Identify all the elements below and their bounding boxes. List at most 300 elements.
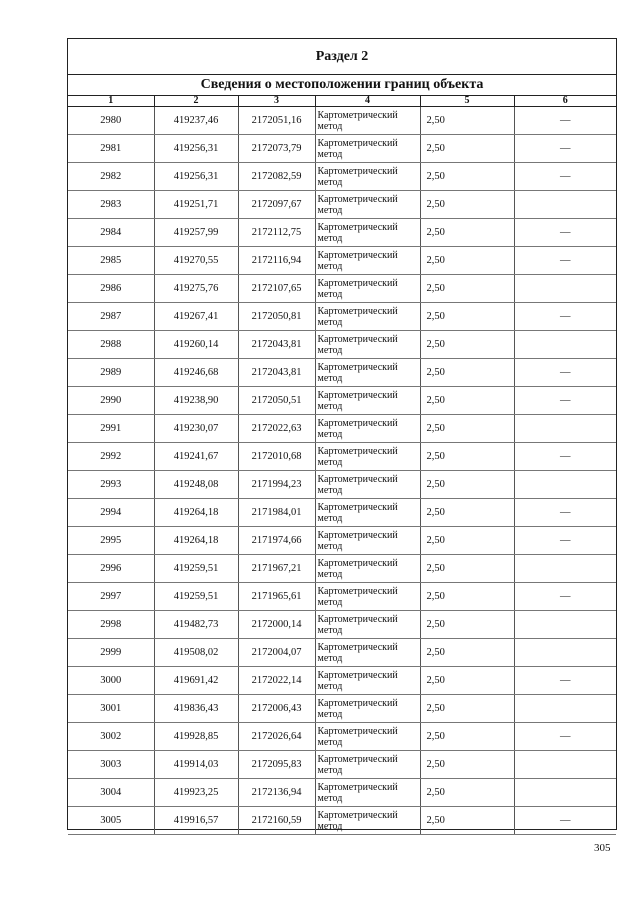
precision-cell [420,611,514,639]
point-number-cell-text: 3005 [100,815,122,826]
method-cell-text: Картометрический метод [317,557,398,580]
precision-cell-text: 2,50 [426,507,445,518]
method-cell [315,219,420,247]
method-cell-text: Картометрический метод [317,249,398,272]
point-number-cell-text: 2989 [100,367,122,378]
method-cell-text: Картометрический метод [317,501,398,524]
description-cell-text: — [560,731,571,742]
x-coordinate-cell [154,415,238,443]
x-coordinate-cell [154,443,238,471]
table-row [68,695,616,723]
y-coordinate-cell [238,359,315,387]
table-row [68,247,616,275]
description-cell [514,723,616,751]
y-coordinate-cell-text: 2172136,94 [251,787,302,798]
table-row [68,639,616,667]
point-number-cell-text: 2987 [100,311,122,322]
point-number-cell [68,359,154,387]
precision-cell-text: 2,50 [426,479,445,490]
description-cell [514,807,616,835]
precision-cell [420,779,514,807]
y-coordinate-cell [238,387,315,415]
point-number-cell [68,499,154,527]
description-cell-text: — [560,535,571,546]
x-coordinate-cell-text: 419836,43 [173,703,219,714]
y-coordinate-cell-text: 2171984,01 [251,507,302,518]
method-cell [315,331,420,359]
method-cell-text: Картометрический метод [317,305,398,328]
point-number-cell [68,107,154,135]
y-coordinate-cell [238,107,315,135]
point-number-cell [68,779,154,807]
description-cell [514,779,616,807]
y-coordinate-cell [238,751,315,779]
x-coordinate-cell-text: 419259,51 [173,563,219,574]
method-cell [315,247,420,275]
y-coordinate-cell [238,219,315,247]
precision-cell-text: 2,50 [426,675,445,686]
x-coordinate-cell [154,807,238,835]
point-number-cell [68,639,154,667]
y-coordinate-cell [238,331,315,359]
precision-cell [420,359,514,387]
table-row [68,583,616,611]
precision-cell [420,527,514,555]
method-cell [315,359,420,387]
x-coordinate-cell-text: 419260,14 [173,339,219,350]
point-number-cell-text: 2988 [100,339,122,350]
method-cell [315,443,420,471]
method-cell [315,191,420,219]
point-number-cell [68,695,154,723]
y-coordinate-cell-text: 2172107,65 [251,283,302,294]
x-coordinate-cell [154,387,238,415]
method-cell-text: Картометрический метод [317,389,398,412]
y-coordinate-cell-text: 2172022,63 [251,423,302,434]
precision-cell [420,191,514,219]
y-coordinate-cell-text: 2172043,81 [251,339,302,350]
table-row [68,667,616,695]
description-cell [514,499,616,527]
precision-cell-text: 2,50 [426,591,445,602]
x-coordinate-cell [154,611,238,639]
precision-cell-text: 2,50 [426,563,445,574]
x-coordinate-cell [154,331,238,359]
x-coordinate-cell [154,191,238,219]
point-number-cell [68,723,154,751]
description-cell [514,639,616,667]
method-cell [315,555,420,583]
method-cell-text: Картометрический метод [317,277,398,300]
y-coordinate-cell-text: 2172082,59 [251,171,302,182]
point-number-cell-text: 2991 [100,423,122,434]
precision-cell-text: 2,50 [426,815,445,826]
table-row [68,527,616,555]
x-coordinate-cell-text: 419508,02 [173,647,219,658]
table-row [68,191,616,219]
y-coordinate-cell [238,723,315,751]
point-number-cell-text: 2981 [100,143,122,154]
point-number-cell-text: 2997 [100,591,122,602]
method-cell [315,695,420,723]
description-cell [514,555,616,583]
precision-cell [420,275,514,303]
description-cell [514,415,616,443]
y-coordinate-cell-text: 2172073,79 [251,143,302,154]
x-coordinate-cell-text: 419246,68 [173,367,219,378]
method-cell-text: Картометрический метод [317,417,398,440]
precision-cell [420,107,514,135]
x-coordinate-cell-text: 419257,99 [173,227,219,238]
point-number-cell [68,219,154,247]
precision-cell [420,751,514,779]
y-coordinate-cell-text: 2172004,07 [251,647,302,658]
description-cell-text: — [560,451,571,462]
x-coordinate-cell-text: 419248,08 [173,479,219,490]
page-number: 305 [594,842,611,854]
y-coordinate-cell [238,247,315,275]
y-coordinate-cell [238,779,315,807]
precision-cell-text: 2,50 [426,731,445,742]
point-number-cell [68,667,154,695]
y-coordinate-cell-text: 2172097,67 [251,199,302,210]
point-number-cell-text: 2982 [100,171,122,182]
table-row [68,107,616,135]
description-cell [514,527,616,555]
y-coordinate-cell [238,527,315,555]
method-cell [315,639,420,667]
x-coordinate-cell-text: 419914,03 [173,759,219,770]
x-coordinate-cell [154,751,238,779]
description-cell [514,387,616,415]
x-coordinate-cell-text: 419237,46 [173,115,219,126]
point-number-cell-text: 2983 [100,199,122,210]
method-cell-text: Картометрический метод [317,137,398,160]
y-coordinate-cell [238,415,315,443]
description-cell-text: — [560,367,571,378]
point-number-cell [68,331,154,359]
x-coordinate-cell [154,107,238,135]
x-coordinate-cell [154,695,238,723]
y-coordinate-cell [238,807,315,835]
table-row [68,471,616,499]
y-coordinate-cell-text: 2172010,68 [251,451,302,462]
method-cell-text: Картометрический метод [317,109,398,132]
point-number-cell [68,807,154,835]
method-cell [315,667,420,695]
method-cell-text: Картометрический метод [317,529,398,552]
method-cell [315,751,420,779]
x-coordinate-cell-text: 419928,85 [173,731,219,742]
precision-cell-text: 2,50 [426,143,445,154]
y-coordinate-cell [238,583,315,611]
point-number-cell-text: 3004 [100,787,122,798]
y-coordinate-cell [238,135,315,163]
point-number-cell [68,135,154,163]
point-number-cell-text: 3002 [100,731,122,742]
precision-cell-text: 2,50 [426,759,445,770]
description-cell [514,275,616,303]
method-cell [315,275,420,303]
method-cell-text: Картометрический метод [317,697,398,720]
precision-cell [420,331,514,359]
precision-cell-text: 2,50 [426,367,445,378]
table-row [68,499,616,527]
column-header-4: 4 [315,96,420,107]
method-cell-text: Картометрический метод [317,165,398,188]
description-cell-text: — [560,815,571,826]
point-number-cell [68,527,154,555]
point-number-cell [68,275,154,303]
y-coordinate-cell-text: 2172006,43 [251,703,302,714]
column-header-3: 3 [238,96,315,107]
y-coordinate-cell-text: 2171974,66 [251,535,302,546]
x-coordinate-cell-text: 419251,71 [173,199,219,210]
precision-cell [420,695,514,723]
x-coordinate-cell [154,247,238,275]
method-cell [315,303,420,331]
description-cell-text: — [560,171,571,182]
x-coordinate-cell [154,723,238,751]
y-coordinate-cell-text: 2171994,23 [251,479,302,490]
precision-cell [420,667,514,695]
method-cell [315,583,420,611]
method-cell-text: Картометрический метод [317,361,398,384]
method-cell [315,415,420,443]
y-coordinate-cell [238,499,315,527]
point-number-cell-text: 2985 [100,255,122,266]
column-header-5: 5 [420,96,514,107]
table-row [68,219,616,247]
description-cell [514,695,616,723]
y-coordinate-cell-text: 2172022,14 [251,675,302,686]
description-cell [514,471,616,499]
x-coordinate-cell [154,471,238,499]
precision-cell-text: 2,50 [426,451,445,462]
point-number-cell-text: 2995 [100,535,122,546]
method-cell [315,387,420,415]
x-coordinate-cell [154,219,238,247]
table-row [68,807,616,835]
method-cell [315,135,420,163]
description-cell [514,107,616,135]
method-cell [315,723,420,751]
x-coordinate-cell [154,135,238,163]
precision-cell [420,555,514,583]
x-coordinate-cell-text: 419916,57 [173,815,219,826]
precision-cell-text: 2,50 [426,199,445,210]
precision-cell [420,135,514,163]
method-cell-text: Картометрический метод [317,333,398,356]
x-coordinate-cell-text: 419230,07 [173,423,219,434]
description-cell-text: — [560,395,571,406]
y-coordinate-cell [238,639,315,667]
description-cell-text: — [560,675,571,686]
precision-cell [420,247,514,275]
column-header-6: 6 [514,96,616,107]
table-row [68,135,616,163]
description-cell [514,303,616,331]
x-coordinate-cell [154,583,238,611]
precision-cell [420,499,514,527]
precision-cell [420,639,514,667]
point-number-cell [68,191,154,219]
column-header-2: 2 [154,96,238,107]
y-coordinate-cell-text: 2171967,21 [251,563,302,574]
x-coordinate-cell [154,639,238,667]
table-row [68,443,616,471]
table-row [68,163,616,191]
x-coordinate-cell [154,779,238,807]
table-row [68,359,616,387]
method-cell [315,527,420,555]
x-coordinate-cell-text: 419691,42 [173,675,219,686]
precision-cell [420,219,514,247]
x-coordinate-cell [154,275,238,303]
x-coordinate-cell-text: 419923,25 [173,787,219,798]
method-cell [315,471,420,499]
y-coordinate-cell-text: 2172051,16 [251,115,302,126]
precision-cell-text: 2,50 [426,115,445,126]
precision-cell-text: 2,50 [426,283,445,294]
method-cell-text: Картометрический метод [317,641,398,664]
point-number-cell [68,555,154,583]
document-frame [67,38,617,830]
y-coordinate-cell [238,611,315,639]
precision-cell [420,471,514,499]
description-cell [514,191,616,219]
point-number-cell [68,583,154,611]
table-body [68,107,616,835]
description-cell [514,219,616,247]
precision-cell [420,443,514,471]
y-coordinate-cell [238,275,315,303]
x-coordinate-cell [154,499,238,527]
precision-cell [420,723,514,751]
x-coordinate-cell-text: 419241,67 [173,451,219,462]
precision-cell-text: 2,50 [426,619,445,630]
description-cell [514,135,616,163]
method-cell [315,779,420,807]
x-coordinate-cell-text: 419267,41 [173,311,219,322]
x-coordinate-cell-text: 419264,18 [173,535,219,546]
point-number-cell-text: 2998 [100,619,122,630]
x-coordinate-cell-text: 419270,55 [173,255,219,266]
point-number-cell-text: 3000 [100,675,122,686]
y-coordinate-cell [238,443,315,471]
description-cell [514,667,616,695]
description-cell [514,751,616,779]
method-cell-text: Картометрический метод [317,753,398,776]
method-cell-text: Картометрический метод [317,725,398,748]
column-header-1: 1 [68,96,154,107]
precision-cell-text: 2,50 [426,647,445,658]
y-coordinate-cell-text: 2172160,59 [251,815,302,826]
description-cell-text: — [560,591,571,602]
y-coordinate-cell-text: 2172050,51 [251,395,302,406]
precision-cell-text: 2,50 [426,311,445,322]
table-header-row [68,96,616,107]
point-number-cell-text: 2990 [100,395,122,406]
y-coordinate-cell-text: 2172112,75 [251,227,302,238]
table-row [68,303,616,331]
method-cell-text: Картометрический метод [317,809,398,832]
y-coordinate-cell [238,695,315,723]
y-coordinate-cell [238,667,315,695]
precision-cell-text: 2,50 [426,171,445,182]
precision-cell [420,583,514,611]
y-coordinate-cell [238,471,315,499]
subsection-title: Сведения о местоположении границ объекта [68,75,616,96]
description-cell [514,611,616,639]
precision-cell-text: 2,50 [426,339,445,350]
x-coordinate-cell [154,667,238,695]
precision-cell [420,387,514,415]
precision-cell-text: 2,50 [426,255,445,266]
y-coordinate-cell-text: 2172026,64 [251,731,302,742]
point-number-cell-text: 2992 [100,451,122,462]
point-number-cell-text: 2999 [100,647,122,658]
description-cell [514,247,616,275]
x-coordinate-cell [154,527,238,555]
point-number-cell-text: 2994 [100,507,122,518]
table-row [68,751,616,779]
x-coordinate-cell-text: 419275,76 [173,283,219,294]
method-cell-text: Картометрический метод [317,613,398,636]
table-row [68,723,616,751]
point-number-cell-text: 2986 [100,283,122,294]
table-row [68,275,616,303]
point-number-cell-text: 3001 [100,703,122,714]
x-coordinate-cell [154,359,238,387]
y-coordinate-cell [238,191,315,219]
x-coordinate-cell-text: 419256,31 [173,143,219,154]
table-row [68,779,616,807]
y-coordinate-cell [238,303,315,331]
point-number-cell [68,471,154,499]
point-number-cell-text: 2980 [100,115,122,126]
description-cell [514,163,616,191]
method-cell-text: Картометрический метод [317,473,398,496]
x-coordinate-cell-text: 419482,73 [173,619,219,630]
method-cell-text: Картометрический метод [317,585,398,608]
description-cell-text: — [560,255,571,266]
x-coordinate-cell-text: 419256,31 [173,171,219,182]
y-coordinate-cell-text: 2172000,14 [251,619,302,630]
description-cell [514,583,616,611]
x-coordinate-cell [154,555,238,583]
description-cell [514,331,616,359]
method-cell-text: Картометрический метод [317,445,398,468]
method-cell [315,611,420,639]
method-cell-text: Картометрический метод [317,669,398,692]
x-coordinate-cell-text: 419259,51 [173,591,219,602]
precision-cell-text: 2,50 [426,787,445,798]
precision-cell [420,303,514,331]
precision-cell [420,807,514,835]
x-coordinate-cell [154,303,238,331]
precision-cell [420,415,514,443]
precision-cell-text: 2,50 [426,395,445,406]
point-number-cell [68,247,154,275]
method-cell [315,163,420,191]
precision-cell [420,163,514,191]
description-cell-text: — [560,115,571,126]
table-row [68,387,616,415]
table-row [68,555,616,583]
y-coordinate-cell-text: 2172095,83 [251,759,302,770]
table-row [68,415,616,443]
